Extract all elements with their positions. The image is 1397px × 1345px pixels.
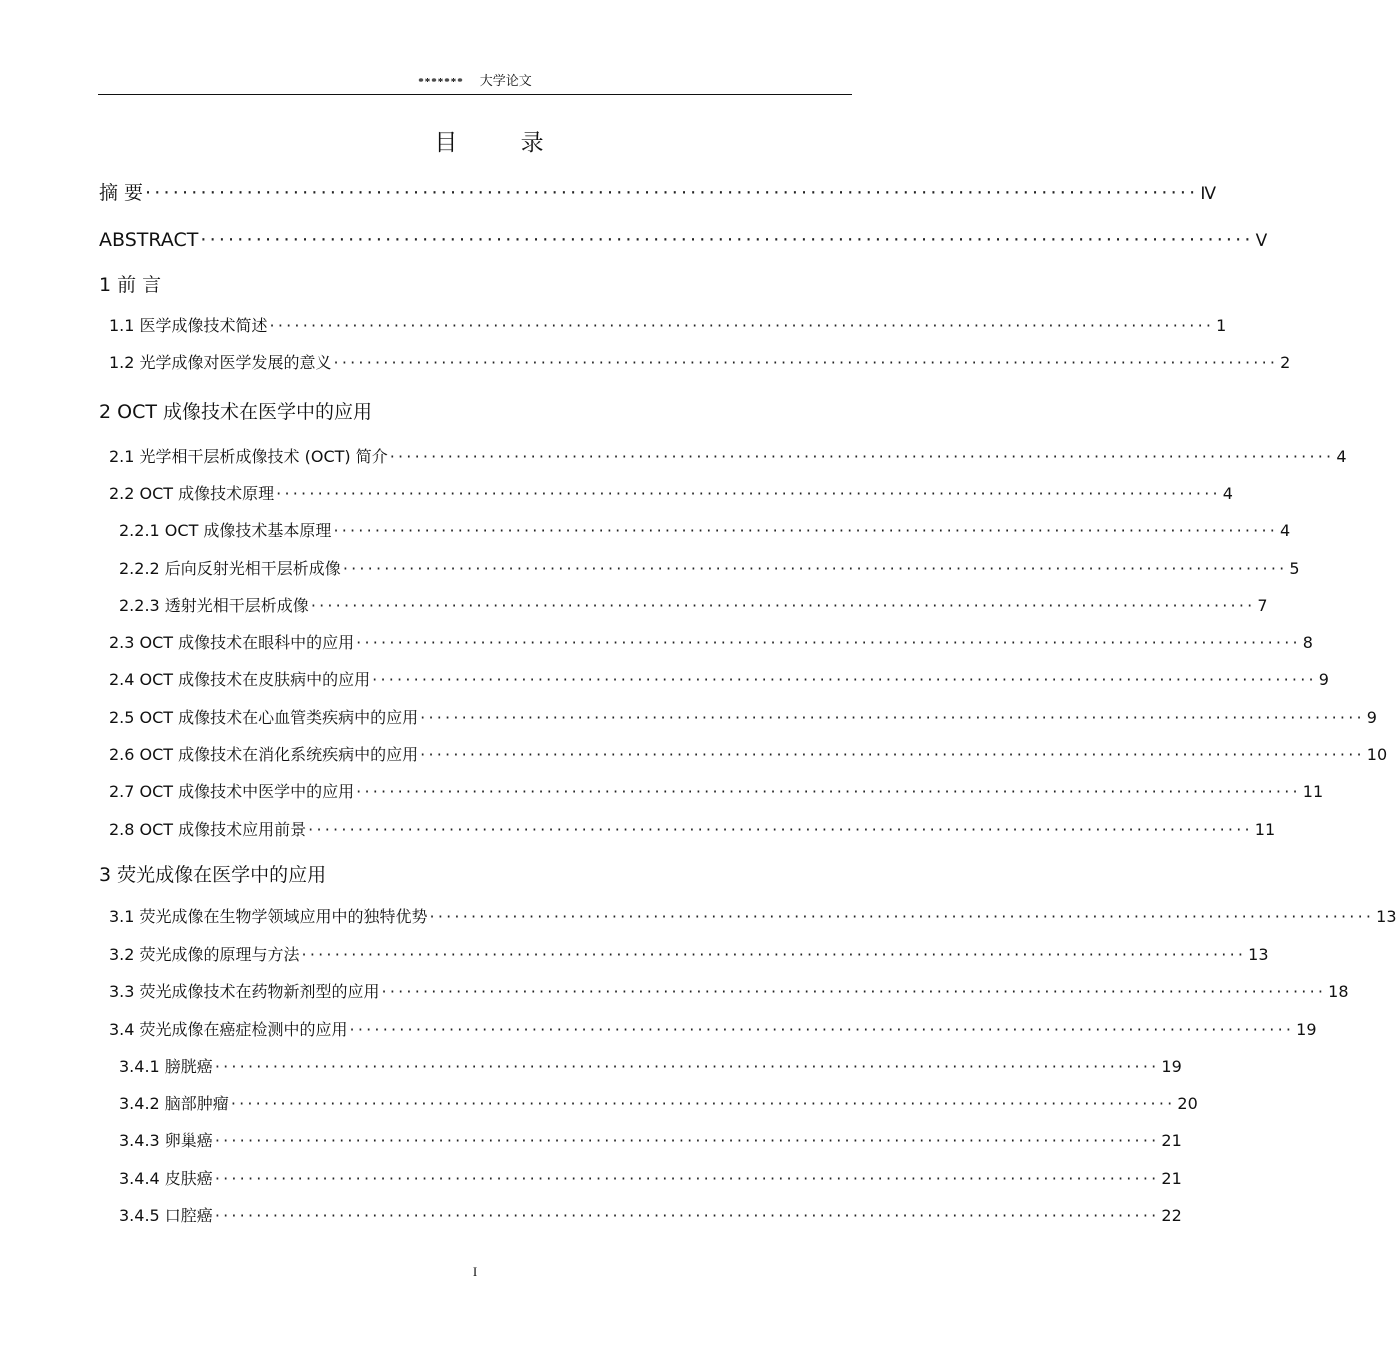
toc-chapter-1[interactable]: 1 前 言	[99, 274, 162, 296]
toc-entry-label: 2.7 OCT 成像技术中医学中的应用	[109, 782, 355, 801]
toc-entry-3-4-1[interactable]	[119, 1054, 1182, 1077]
leader-dots: ··················································································································	[389, 447, 1335, 466]
leader-dots: ··················································································································	[420, 745, 1365, 764]
toc-entry-page: 19	[1161, 1057, 1182, 1076]
toc-entry-page: 4	[1280, 521, 1291, 540]
leader-dots: ··················································································································	[145, 182, 1199, 204]
toc-entry-abstract-cn[interactable]	[99, 178, 1217, 205]
leader-dots: ··················································································································	[269, 316, 1215, 335]
toc-entry-abstract-en[interactable]	[99, 229, 1268, 251]
toc-entry-page: 18	[1328, 982, 1349, 1001]
toc-entry-page: 1	[1216, 316, 1227, 335]
toc-entry-page: 11	[1302, 782, 1324, 801]
leader-dots: ··················································································································	[214, 1057, 1160, 1076]
toc-entry-2-8[interactable]	[109, 817, 1276, 840]
toc-entry-page: 22	[1161, 1206, 1182, 1225]
toc-entry-3-4-3[interactable]	[119, 1128, 1182, 1151]
running-header	[0, 70, 950, 89]
toc-entry-2-2-1[interactable]	[119, 518, 1291, 541]
toc-entry-label: 3.4.1 膀胱癌	[119, 1057, 213, 1076]
toc-entry-label: 2.2 OCT 成像技术原理	[109, 484, 275, 503]
leader-dots: ··················································································································	[310, 596, 1256, 615]
toc-entry-label: 2.8 OCT 成像技术应用前景	[109, 820, 307, 839]
leader-dots: ··················································································································	[333, 521, 1279, 540]
toc-entry-label: 2.2.1 OCT 成像技术基本原理	[119, 521, 332, 540]
toc-entry-label: 2.4 OCT 成像技术在皮肤病中的应用	[109, 670, 371, 689]
toc-entry-label: 3.4 荧光成像在癌症检测中的应用	[109, 1020, 348, 1039]
toc-entry-label: 2.1 光学相干层析成像技术 (OCT) 简介	[109, 447, 388, 466]
leader-dots: ··················································································································	[356, 782, 1301, 801]
toc-entry-2-6[interactable]	[109, 742, 1388, 765]
toc-chapter-2[interactable]: 2 OCT 成像技术在医学中的应用	[99, 401, 372, 423]
toc-entry-label: 3.4.5 口腔癌	[119, 1206, 213, 1225]
toc-entry-3-3[interactable]	[109, 979, 1349, 1002]
toc-entry-label: ABSTRACT	[99, 229, 199, 251]
toc-entry-label: 2.2.2 后向反射光相干层析成像	[119, 559, 341, 578]
leader-dots: ··················································································································	[276, 484, 1221, 503]
toc-entry-2-7[interactable]	[109, 779, 1324, 802]
toc-entry-page: 4	[1222, 484, 1233, 503]
leader-dots: ··················································································································	[308, 820, 1253, 839]
leader-dots: ··················································································································	[214, 1206, 1160, 1225]
leader-dots: ··················································································································	[356, 633, 1301, 652]
toc-entry-3-4-4[interactable]	[119, 1166, 1182, 1189]
toc-entry-label: 3.2 荧光成像的原理与方法	[109, 945, 300, 964]
header-title: 大学论文	[479, 74, 532, 89]
toc-chapter-3[interactable]: 3 荧光成像在医学中的应用	[99, 864, 327, 886]
toc-entry-page: 8	[1302, 633, 1313, 652]
toc-entry-2-2-2[interactable]	[119, 556, 1300, 579]
header-stars: *******	[418, 76, 464, 88]
leader-dots: ··················································································································	[342, 559, 1288, 578]
toc-entry-2-4[interactable]	[109, 667, 1329, 690]
toc-entry-page: 9	[1318, 670, 1329, 689]
leader-dots: ··················································································································	[420, 708, 1365, 727]
toc-entry-page: 2	[1280, 353, 1291, 372]
toc-entry-label: 1.2 光学成像对医学发展的意义	[109, 353, 332, 372]
toc-entry-label: 3.4.4 皮肤癌	[119, 1169, 213, 1188]
toc-entry-label: 3.1 荧光成像在生物学领域应用中的独特优势	[109, 907, 428, 926]
toc-entry-page: 19	[1296, 1020, 1317, 1039]
toc-entry-2-3[interactable]	[109, 630, 1313, 653]
toc-entry-page: 11	[1254, 820, 1276, 839]
leader-dots: ··················································································································	[214, 1169, 1160, 1188]
toc-entry-label: 2.3 OCT 成像技术在眼科中的应用	[109, 633, 355, 652]
toc-entry-label: 1.1 医学成像技术简述	[109, 316, 268, 335]
toc-entry-label: 3.4.3 卵巢癌	[119, 1131, 213, 1150]
toc-entry-2-1[interactable]	[109, 444, 1347, 467]
toc-entry-page: 13	[1376, 907, 1397, 926]
toc-entry-3-4[interactable]	[109, 1017, 1317, 1040]
leader-dots: ··················································································································	[372, 670, 1317, 689]
toc-entry-page: 5	[1289, 559, 1300, 578]
toc-entry-1-2[interactable]	[109, 350, 1291, 373]
toc-entry-label: 摘 要	[99, 182, 144, 204]
toc-entry-page: 20	[1177, 1094, 1198, 1113]
toc-title: 目 录	[434, 130, 572, 156]
toc-entry-3-2[interactable]	[109, 942, 1269, 965]
toc-entry-1-1[interactable]	[109, 313, 1227, 336]
toc-entry-3-4-5[interactable]	[119, 1203, 1182, 1226]
page-number: I	[472, 1264, 478, 1279]
toc-entry-page: 21	[1161, 1169, 1182, 1188]
header-divider	[98, 94, 852, 95]
toc-entry-page: Ⅳ	[1200, 184, 1217, 203]
leader-dots: ··················································································································	[230, 1094, 1176, 1113]
toc-entry-2-2-3[interactable]	[119, 593, 1268, 616]
leader-dots: ··················································································································	[429, 907, 1375, 926]
toc-entry-label: 2.5 OCT 成像技术在心血管类疾病中的应用	[109, 708, 419, 727]
toc-entry-page: 21	[1161, 1131, 1182, 1150]
toc-entry-3-1[interactable]	[109, 904, 1397, 927]
leader-dots: ··················································································································	[301, 945, 1247, 964]
toc-entry-page: 9	[1366, 708, 1377, 727]
toc-entry-label: 3.3 荧光成像技术在药物新剂型的应用	[109, 982, 380, 1001]
leader-dots: ··················································································································	[381, 982, 1327, 1001]
toc-entry-3-4-2[interactable]	[119, 1091, 1198, 1114]
toc-entry-page: Ⅴ	[1255, 231, 1268, 250]
leader-dots: ··················································································································	[200, 229, 1254, 251]
toc-entry-label: 3.4.2 脑部肿瘤	[119, 1094, 229, 1113]
leader-dots: ··················································································································	[333, 353, 1279, 372]
toc-entry-label: 2.2.3 透射光相干层析成像	[119, 596, 309, 615]
toc-entry-page: 10	[1366, 745, 1388, 764]
toc-entry-page: 13	[1248, 945, 1269, 964]
leader-dots: ··················································································································	[349, 1020, 1295, 1039]
toc-entry-2-5[interactable]	[109, 705, 1377, 728]
toc-entry-page: 7	[1257, 596, 1268, 615]
toc-entry-label: 2.6 OCT 成像技术在消化系统疾病中的应用	[109, 745, 419, 764]
toc-entry-page: 4	[1336, 447, 1347, 466]
leader-dots: ··················································································································	[214, 1131, 1160, 1150]
toc-entry-2-2[interactable]	[109, 481, 1233, 504]
